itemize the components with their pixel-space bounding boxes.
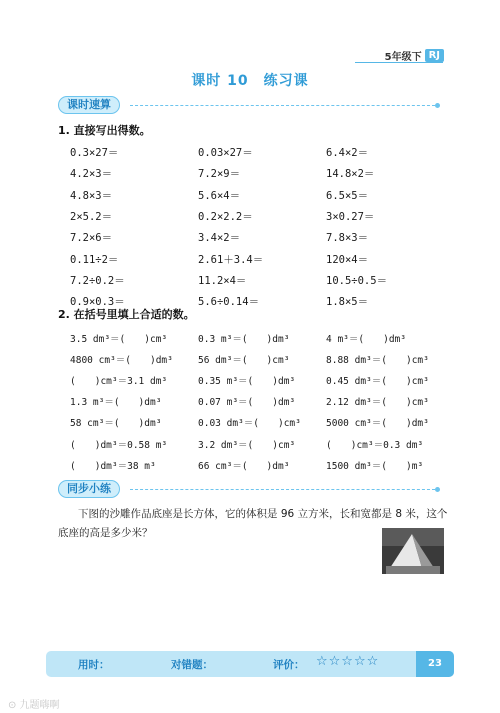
divider-dot	[435, 103, 440, 108]
footer-bar	[46, 651, 454, 677]
exercise-item: ( )cm³＝0.3 dm³	[326, 439, 424, 451]
exercise-item: 4.2×3＝	[70, 168, 113, 181]
lesson-title: 课时 10 练习课	[191, 73, 309, 89]
calc-grid	[70, 142, 410, 312]
exercise-item: 8.88 dm³＝( )cm³	[326, 354, 429, 366]
exercise-item: 4 m³＝( )dm³	[326, 333, 406, 345]
exercise-item: 7.8×3＝	[326, 232, 369, 245]
grade-text: 5年级下	[384, 52, 422, 63]
exercise-item: 1.3 m³＝( )dm³	[70, 397, 162, 409]
question-2-heading: 2. 在括号里填上合适的数。	[58, 308, 195, 321]
header-divider	[355, 62, 443, 63]
exercise-item: 0.3×27＝	[70, 147, 119, 160]
exercise-item: 3.5 dm³＝( )cm³	[70, 333, 168, 345]
rating-stars[interactable]: ☆☆☆☆☆	[316, 654, 380, 669]
exercise-item: 58 cm³＝( )dm³	[70, 418, 162, 430]
exercise-item: 7.2÷0.2＝	[70, 274, 125, 287]
exercise-item: 4800 cm³＝( )dm³	[70, 354, 173, 366]
exercise-item: 3.4×2＝	[198, 232, 241, 245]
section-badge-practice: 同步小练	[58, 480, 120, 498]
exercise-item: 2.61＋3.4＝	[198, 253, 264, 266]
grade-tag	[385, 48, 444, 63]
question-1-heading: 1. 直接写出得数。	[58, 124, 151, 137]
exercise-item: 0.3 m³＝( )dm³	[198, 333, 290, 345]
word-problem: 下图的沙雕作品底座是长方体，它的体积是 96 立方米，长和宽都是 8 米，这个底座的高是多少米？	[58, 508, 448, 539]
exercise-item: 2.12 dm³＝( )cm³	[326, 397, 429, 409]
exercise-item: 66 cm³＝( )dm³	[198, 460, 290, 472]
section-badge-quick-calc: 课时速算	[58, 96, 120, 114]
exercise-item: 2×5.2＝	[70, 211, 113, 224]
exercise-item: 0.11÷2＝	[70, 253, 119, 266]
exercise-item: 120×4＝	[326, 253, 369, 266]
exercise-item: 0.03 dm³＝( )cm³	[198, 418, 301, 430]
exercise-item: 0.35 m³＝( )dm³	[198, 375, 296, 387]
exercise-item: 0.03×27＝	[198, 147, 253, 160]
exercise-item: ( )cm³＝3.1 dm³	[70, 375, 168, 387]
exercise-item: 5000 cm³＝( )dm³	[326, 418, 429, 430]
exercise-item: 0.2×2.2＝	[198, 211, 253, 224]
section-divider	[130, 105, 435, 106]
unit-conversion-grid	[70, 327, 445, 475]
edition-badge: RJ	[425, 49, 444, 62]
exercise-item: 1500 dm³＝( )m³	[326, 460, 424, 472]
exercise-item: ( )dm³＝0.58 m³	[70, 439, 168, 451]
exercise-item: 7.2×6＝	[70, 232, 113, 245]
rating-label: 评价：	[273, 659, 305, 671]
exercise-item: 10.5÷0.5＝	[326, 274, 388, 287]
exercise-item: 11.2×4＝	[198, 274, 247, 287]
exercise-item: 3.2 dm³＝( )cm³	[198, 439, 296, 451]
errors-label: 对错题：	[171, 659, 213, 671]
exercise-item: 0.9×0.3＝	[70, 296, 125, 309]
time-label: 用时：	[78, 659, 110, 671]
page-number: 23	[416, 651, 454, 677]
sand-sculpture-image	[382, 528, 444, 574]
divider-dot	[435, 487, 440, 492]
exercise-item: 5.6×4＝	[198, 189, 241, 202]
section-divider	[130, 489, 435, 490]
exercise-item: 1.8×5＝	[326, 296, 369, 309]
exercise-item: 6.4×2＝	[326, 147, 369, 160]
exercise-item: 6.5×5＝	[326, 189, 369, 202]
exercise-item: ( )dm³＝38 m³	[70, 460, 156, 472]
exercise-item: 0.07 m³＝( )dm³	[198, 397, 296, 409]
watermark: ⊙ 九题嗨啊	[8, 700, 60, 711]
sand-sculpture-photo	[382, 528, 444, 574]
exercise-item: 4.8×3＝	[70, 189, 113, 202]
exercise-item: 3×0.27＝	[326, 211, 375, 224]
exercise-item: 5.6÷0.14＝	[198, 296, 260, 309]
exercise-item: 56 dm³＝( )cm³	[198, 354, 290, 366]
exercise-item: 0.45 dm³＝( )cm³	[326, 375, 429, 387]
exercise-item: 7.2×9＝	[198, 168, 241, 181]
exercise-item: 14.8×2＝	[326, 168, 375, 181]
